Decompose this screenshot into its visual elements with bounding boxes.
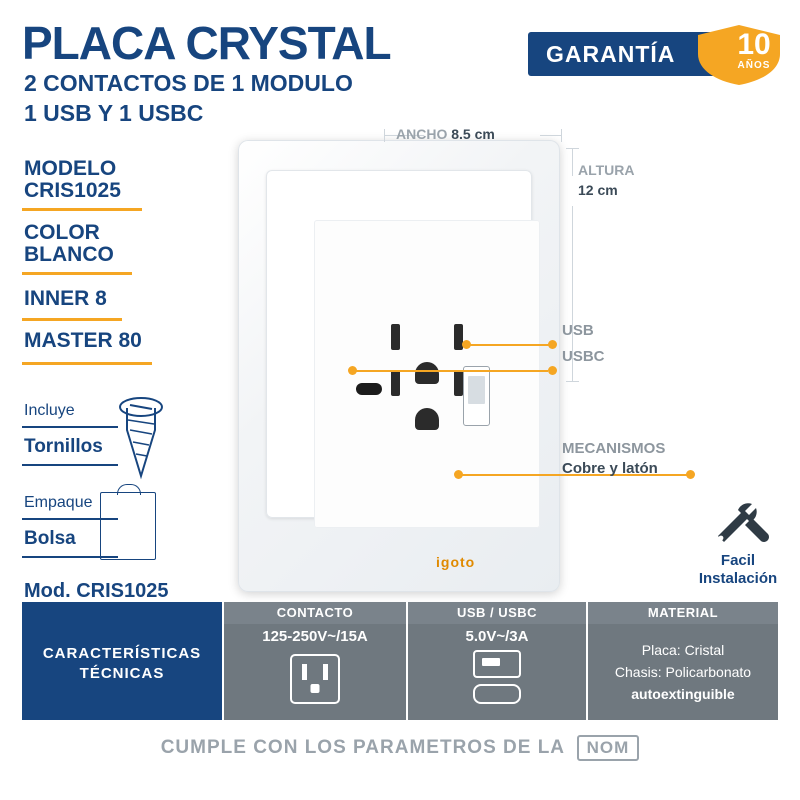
spec-color xyxy=(24,222,114,266)
outlet-slot-left xyxy=(391,370,400,396)
usb-c-port xyxy=(356,383,382,395)
warranty-years-unit: AÑOS xyxy=(737,60,771,71)
material-line-3: autoextinguible xyxy=(631,686,735,702)
outlet-bottom xyxy=(379,370,475,466)
table-header-usb: USB / USBC xyxy=(408,602,586,624)
width-label: ANCHO xyxy=(396,126,448,142)
callout-mechanisms-value: Cobre y latón xyxy=(562,460,658,477)
spec-color-value: BLANCO xyxy=(24,243,114,267)
divider-4 xyxy=(22,362,152,365)
table-left-header xyxy=(22,602,222,720)
contacto-value: 125-250V~/15A xyxy=(262,628,368,645)
includes-item-tornillos: Tornillos xyxy=(24,436,103,457)
spec-inner xyxy=(24,288,107,310)
plate-face xyxy=(314,220,540,528)
callout-usb: USB xyxy=(562,322,594,339)
height-label: ALTURA xyxy=(578,162,635,178)
table-separator-3 xyxy=(586,602,588,720)
divider-3 xyxy=(22,318,122,321)
height-guide-top xyxy=(572,148,573,176)
spec-modelo-key: MODELO xyxy=(24,157,117,180)
packaging-label: Empaque xyxy=(24,494,93,511)
material-line-1: Placa: Cristal xyxy=(641,642,725,658)
outlet-slot-left xyxy=(391,324,400,350)
usb-a-icon xyxy=(473,650,521,678)
table-header-material: MATERIAL xyxy=(588,602,778,624)
usb-callout-line xyxy=(470,344,556,346)
width-guide-right xyxy=(540,135,562,136)
divider-2 xyxy=(22,272,132,275)
outlet-slot-right xyxy=(454,370,463,396)
easy-install-text xyxy=(690,552,786,588)
footer-text: CUMPLE CON LOS PARAMETROS DE LA xyxy=(160,737,565,758)
tech-specs-table xyxy=(22,602,778,720)
material-line-2: Chasis: Policarbonato xyxy=(614,664,752,680)
page-subtitle-2: 1 USB Y 1 USBC xyxy=(24,100,204,126)
spec-modelo xyxy=(24,158,121,202)
page-subtitle-1: 2 CONTACTOS DE 1 MODULO xyxy=(24,70,353,96)
height-value: 12 cm xyxy=(578,182,618,198)
nom-badge: NOM xyxy=(577,735,640,761)
usb-a-port xyxy=(463,366,490,426)
table-cell-contacto xyxy=(224,624,406,720)
height-tick-top xyxy=(566,148,579,149)
usb-callout-end-dot xyxy=(548,340,557,349)
usb-c-icon xyxy=(473,684,521,704)
easy-install-line1: Facil xyxy=(720,552,756,569)
spec-color-key: COLOR xyxy=(24,221,100,244)
mechanism-callout-end-dot xyxy=(686,470,695,479)
wall-plate xyxy=(238,140,560,592)
product-image xyxy=(238,140,560,592)
table-separator-2 xyxy=(406,602,408,720)
table-left-line2: TÉCNICAS xyxy=(79,665,165,683)
spec-master xyxy=(24,330,142,352)
usbc-callout-end-dot xyxy=(548,366,557,375)
packaging-item-bolsa: Bolsa xyxy=(24,528,76,549)
table-header-contacto: CONTACTO xyxy=(224,602,406,624)
warranty-label: GARANTÍA xyxy=(546,41,676,67)
tools-icon xyxy=(712,500,770,551)
includes-divider-2 xyxy=(22,464,118,466)
warranty-years-number: 10 xyxy=(737,28,771,61)
spec-master-key: MASTER 80 xyxy=(24,329,142,352)
outlet-ground xyxy=(415,408,439,430)
spec-modelo-value: CRIS1025 xyxy=(24,179,121,203)
table-cell-usb xyxy=(408,624,586,720)
usbc-callout-line xyxy=(356,370,548,372)
width-tick-right xyxy=(561,129,562,142)
width-value: 8.5 cm xyxy=(451,126,495,142)
table-separator-1 xyxy=(222,602,224,720)
table-left-line1: CARACTERÍSTICAS xyxy=(42,645,202,662)
callout-usbc: USBC xyxy=(562,348,605,365)
screw-icon xyxy=(118,396,164,485)
width-tick-left xyxy=(384,129,385,142)
model-footnote: Mod. CRIS1025 xyxy=(24,580,169,602)
width-dimension xyxy=(396,126,495,142)
easy-install-line2: Instalación xyxy=(698,570,778,587)
warranty-badge xyxy=(528,24,784,86)
height-tick-bottom xyxy=(566,381,579,382)
usb-value: 5.0V~/3A xyxy=(465,628,529,645)
divider-1 xyxy=(22,208,142,211)
includes-label: Incluye xyxy=(24,402,75,419)
footer-note xyxy=(0,735,800,761)
spec-inner-key: INNER 8 xyxy=(24,287,107,310)
table-cell-material xyxy=(588,624,778,720)
brand-logo: igoto xyxy=(436,554,476,570)
includes-divider-1 xyxy=(22,426,118,428)
page-title: PLACA CRYSTAL xyxy=(22,17,391,69)
callout-mechanisms-label: MECANISMOS xyxy=(562,440,666,457)
outlet-icon xyxy=(290,654,340,704)
bag-icon xyxy=(100,492,156,560)
